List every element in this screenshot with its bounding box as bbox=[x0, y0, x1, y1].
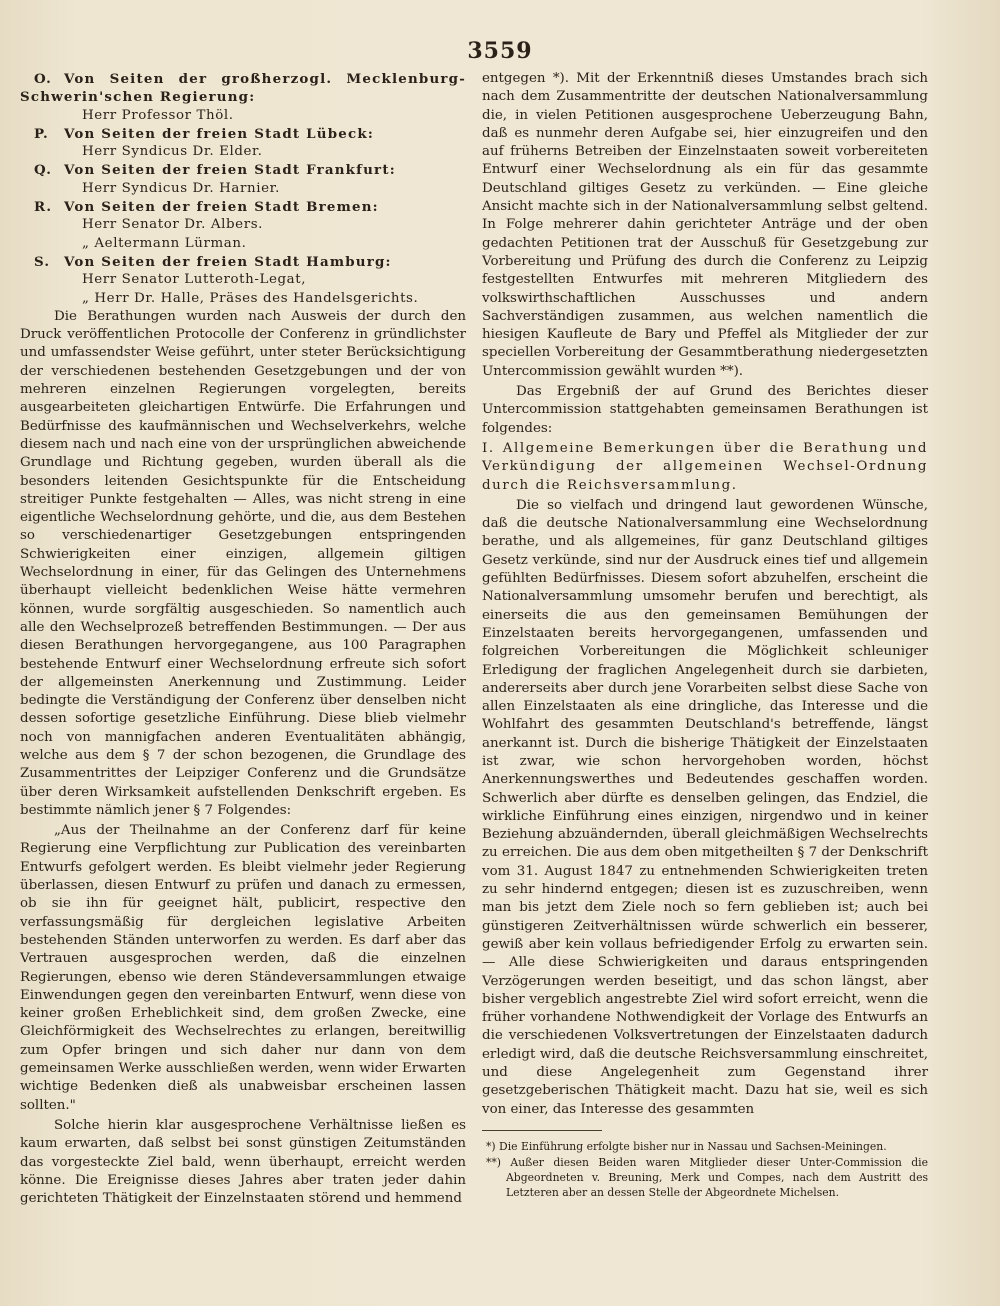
footnotes bbox=[482, 1130, 928, 1201]
body-paragraph: Solche hierin klar ausgesprochene Verhältnisse ließen es kaum erwarten, daß selbst bei sonst günstigen Zeitumständen das vorgesteckte Ziel bald, wenn überhaupt, erreicht werden könne. Die Ereignisse dieses Jahres aber traten jeder dahin gerichteten Thätigkeit der Einzelnstaaten störend und hemmend bbox=[20, 1117, 466, 1207]
delegate: „ Aeltermann Lürman. bbox=[82, 235, 247, 251]
delegate: Herr Syndicus Dr. Elder. bbox=[82, 144, 263, 160]
government-name: Von Seiten der freien Stadt Lübeck: bbox=[64, 125, 374, 142]
delegate: „ Herr Dr. Halle, Präses des Handelsgerichts. bbox=[82, 290, 419, 306]
footnote: **) Außer diesen Beiden waren Mitglieder dieser Unter-Commission die Abgeordneten v. Breuning, Merk und Compes, nach dem Austritt des Letzteren aber an dessen Stelle der Abgeordnete Michelsen. bbox=[486, 1156, 928, 1199]
entry-letter: R. bbox=[34, 199, 53, 216]
entry-letter: P. bbox=[34, 125, 49, 142]
entry-letter: O. bbox=[34, 71, 52, 87]
delegate: Herr Professor Thöl. bbox=[82, 107, 234, 123]
government-name: Von Seiten der freien Stadt Hamburg: bbox=[64, 253, 392, 270]
government-entry bbox=[20, 161, 466, 198]
body-paragraph: Die so vielfach und dringend laut gewordenen Wünsche, daß die deutsche Nationalversammlung eine Wechselordnung berathe, und als allgemeines, für ganz Deutschland giltiges Gesetz verkünde, sind nur der Ausdruck eines tief und allgemein gefühlten Bedürfnisses. Diesem sofort abzuhelfen, erscheint die Nationalversammlung umsomehr berufen und berechtigt, als einerseits die aus den gemeinsamen Bemühungen der Einzelstaaten bereits hervorgegangenen, umfassenden und folgreichen Vorbereitungen die Möglichkeit schleuniger Erledigung der fraglichen Angelegenheit durch sie darbieten, andererseits aber durch jene Vorarbeiten selbst diese Sache von allen Einzelstaaten als eine dringliche, das Interesse und die Wohlfahrt des gesammten Deutschland's betreffende, längst anerkannt ist. Durch die bisherige Thätigkeit der Einzelstaaten ist zwar, wie schon hervorgehoben worden, höchst Anerkennungswerthes und Bedeutendes geschaffen worden. Schwerlich aber dürfte es denselben gelingen, das Endziel, die wirkliche Einführung eines einzigen, nirgendwo und in keiner Beziehung abzuändernden, überall gleichmäßigen Wechselrechts zu erreichen. Die aus dem oben mitgetheilten § 7 der Denkschrift vom 31. August 1847 zu entnehmenden Schwierigkeiten treten zu sehr hindernd entgegen; diesen ist es zuzuschreiben, wenn man bis jetzt dem Ziele noch so fern geblieben ist; auch bei günstigeren Zeitverhältnissen würde schwerlich ein besserer, gewiß aber kein vollaus befriedigender Erfolg zu erwarten sein. — Alle diese Schwierigkeiten und daraus entspringenden Verzögerungen werden beseitigt, und das schon längst, aber bisher vergeblich angestrebte Ziel wird sofort erreicht, wenn die früher vorhandene Nothwendigkeit der Vorlage des Entwurfs an die verschiedenen Volksvertretungen der Einzelstaaten dadurch erledigt wird, daß die deutsche Reichsversammlung einschreitet, und diese Angelegenheit zum Gegenstand ihrer gesetzgeberischen Thätigkeit macht. Dazu hat sie, weil es sich von einer, das Interesse des gesammten bbox=[482, 497, 928, 1117]
delegate: Herr Syndicus Dr. Harnier. bbox=[82, 180, 280, 196]
government-name: Von Seiten der freien Stadt Frankfurt: bbox=[64, 162, 396, 179]
government-entry bbox=[20, 198, 466, 253]
entry-letter: Q. bbox=[34, 162, 53, 179]
delegate: Herr Senator Lutteroth-Legat, bbox=[82, 272, 307, 288]
page-number: 3559 bbox=[467, 38, 533, 64]
footnote: *) Die Einführung erfolgte bisher nur in Nassau und Sachsen-Meiningen. bbox=[486, 1140, 887, 1153]
entry-letter: S. bbox=[34, 253, 51, 270]
footnote-divider bbox=[482, 1130, 602, 1131]
government-name: Von Seiten der großherzogl. Mecklenburg-Schwerin'schen Regierung: bbox=[20, 71, 466, 106]
right-column bbox=[482, 70, 928, 1121]
quoted-paragraph: „Aus der Theilnahme an der Conferenz darf für keine Regierung eine Verpflichtung zur Publication des vereinbarten Entwurfs gefolgert werden. Es bleibt vielmehr jeder Regierung überlassen, diesen Entwurf zu prüfen und danach zu ermessen, ob sie ihn für geeignet hält, publicirt, respective den verfassungsmäßig für dergleichen legislative Arbeiten bestehenden Ständen unterworfen zu werden. Es darf aber das Vertrauen ausgesprochen werden, daß die einzelnen Regierungen, ebenso wie deren Ständeversammlungen etwaige Einwendungen gegen den vereinbarten Entwurf, wenn diese von keiner großen Erheblichkeit sind, dem großen Zwecke, eine Gleichförmigkeit des Wechselrechtes zu erlangen, bereitwillig zum Opfer bringen und sich daher nur dann von dem gemeinsamen Werke ausschließen werden, wenn wider Erwarten wichtige Bedenken dieß als unabweisbar erscheinen lassen sollten." bbox=[20, 823, 466, 1113]
body-paragraph: entgegen *). Mit der Erkenntniß dieses Umstandes brach sich nach dem Zusammentritte der deutschen Nationalversammlung die, in vielen Petitionen ausgesprochene Ueberzeugung Bahn, daß es nunmehr deren Aufgabe sei, hier einzugreifen und den auf früherns Betreiben der Einzelnstaaten soweit vorbereiteten Entwurf einer Wechselordnung als ein für das gesammte Deutschland giltiges Gesetz zu verkünden. — Eine gleiche Ansicht machte sich in der Nationalversammlung selbst geltend. In Folge mehrerer dahin gerichteter Anträge und der oben gedachten Petitionen trat der Ausschuß für Gesetzgebung zur Vorbereitung und Prüfung des durch die Conferenz zu Leipzig festgestellten Entwurfes mit mehreren Mitgliedern des volkswirthschaftlichen Ausschusses und andern Sachverständigen zusammen, aus welchen namentlich die hiesigen Kaufleute de Bary und Pfeffel als Mitglieder der zur speciellen Vorbereitung der Gesammtberathung niedergesetzten Untercommission gewählt wurden **). bbox=[482, 71, 928, 379]
delegate: Herr Senator Dr. Albers. bbox=[82, 217, 264, 233]
left-column bbox=[20, 70, 466, 1210]
government-name: Von Seiten der freien Stadt Bremen: bbox=[64, 199, 379, 216]
body-paragraph: Das Ergebniß der auf Grund des Berichtes dieser Untercommission stattgehabten gemeinsamen Berathungen ist folgendes: bbox=[482, 384, 928, 436]
body-paragraph: Die Berathungen wurden nach Ausweis der durch den Druck veröffentlichen Protocolle der Conferenz in gründlichster und umfassendster Weise geführt, unter steter Berücksichtigung der verschiedenen bestehenden Gesetzgebungen und der von mehreren einzelnen Regierungen vorgelegten, bereits ausgearbeiteten gleichartigen Entwürfe. Die Erfahrungen und Bedürfnisse des kaufmännischen und Wechselverkehrs, welche diesem nach und nach eine von der ursprünglichen abweichende Grundlage und Richtung gegeben, wurden überall als die besonders leitenden Gesichtspunkte für die Entscheidung streitiger Punkte festgehalten — Alles, was nicht streng in eine eigentliche Wechselordnung gehörte, und die, aus dem Bestehen so verschiedenartiger Gesetzgebungen entspringenden Schwierigkeiten einer einzigen, allgemein giltigen Wechselordnung in einer, für das Gelingen des Unternehmens überhaupt vielleicht bedenklichen Weise hätte vermehren können, wurde sorgfältig ausgeschieden. So namentlich auch alle den Wechselprozeß betreffenden Bestimmungen. — Der aus diesen Berathungen hervorgegangene, aus 100 Paragraphen bestehende Entwurf einer Wechselordnung erfreute sich sofort der allgemeinsten Anerkennung und Zustimmung. Leider bedingte die Verständigung der Conferenz über denselben nicht dessen sofortige gesetzliche Einführung. Diese blieb vielmehr noch von mannigfachen anderen Eventualitäten abhängig, welche aus dem § 7 der schon bezogenen, die Grundlage des Zusammentrittes der Leipziger Conferenz und die Grundsätze über deren Wirksamkeit aufstellenden Denkschrift ergeben. Es bestimmte nämlich jener § 7 Folgendes: bbox=[20, 308, 466, 818]
government-entry bbox=[20, 253, 466, 308]
government-entry bbox=[20, 125, 466, 162]
government-entry bbox=[20, 70, 466, 125]
section-heading: I. Allgemeine Bemerkungen über die Berathung und Verkündigung der allgemeinen Wechsel-Ordnung durch die Reichsversammlung. bbox=[482, 440, 928, 493]
